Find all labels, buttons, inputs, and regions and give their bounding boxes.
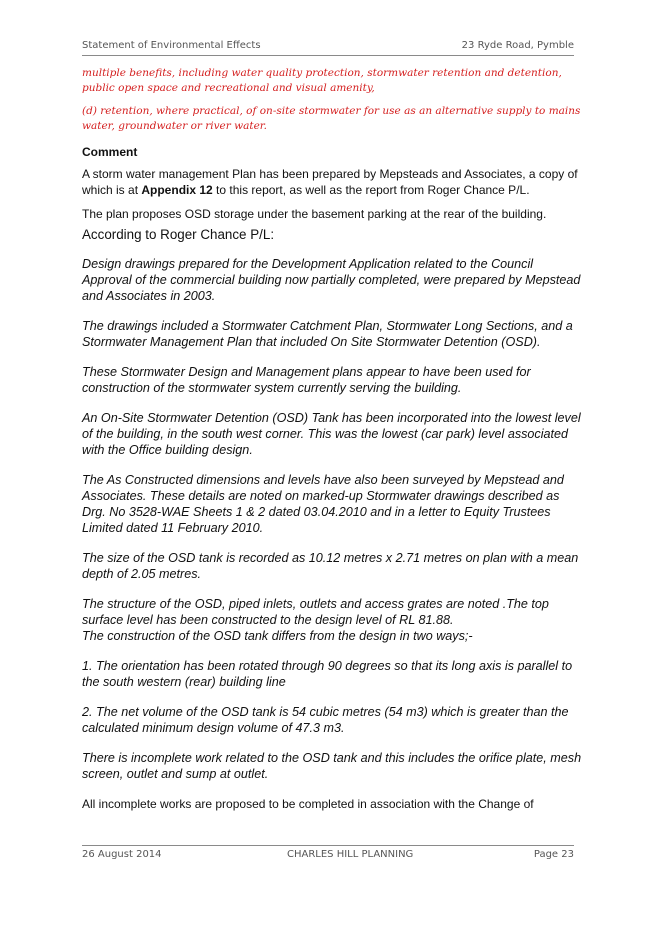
footer-date: 26 August 2014 bbox=[82, 849, 162, 860]
closing-paragraph: All incomplete works are proposed to be completed in association with the Change of bbox=[82, 797, 534, 811]
report-paragraph-3: These Stormwater Design and Management plans appear to have been used for construction of the stormwater system currently serving the building. bbox=[82, 365, 531, 395]
header-document-title: Statement of Environmental Effects bbox=[82, 40, 261, 51]
report-paragraph-4: An On-Site Stormwater Detention (OSD) Tank has been incorporated into the lowest level of the building, in the south west corner. This was the lowest (car park) level associated with the Office building design. bbox=[82, 411, 581, 457]
report-paragraph-5: The As Constructed dimensions and levels have also been surveyed by Mepstead and Associates. These details are noted on marked-up Stormwater drawings described as Drg. No 3528-WAE Sheets 1 & 2 dated 03.04.2010 and in a letter to Equity Trustees Limited dated 11 February 2010. bbox=[82, 473, 564, 535]
report-paragraph-2: The drawings included a Stormwater Catchment Plan, Stormwater Long Sections, and a Stormwater Management Plan that included On Site Stormwater Detention (OSD). bbox=[82, 319, 573, 349]
report-paragraph-10: 2. The net volume of the OSD tank is 54 cubic metres (54 m3) which is greater than the calculated minimum design volume of 47.3 m3. bbox=[82, 705, 569, 735]
footer-page-number: Page 23 bbox=[533, 849, 574, 860]
appendix-reference: Appendix 12 bbox=[141, 183, 213, 197]
report-paragraph-9: 1. The orientation has been rotated through 90 degrees so that its long axis is parallel to the south western (rear) building line bbox=[82, 659, 573, 689]
quote-paragraph-1: multiple benefits, including water quality protection, stormwater retention and detention, public open space and recreational and visual amenity, bbox=[82, 67, 562, 94]
page-footer bbox=[82, 845, 574, 862]
page-body bbox=[82, 66, 582, 820]
comment-paragraph-1 bbox=[82, 166, 582, 198]
comment-p1-text-a: A storm water management Plan has been prepared by Mepsteads and Associates, a copy of which is at bbox=[82, 167, 578, 197]
comment-paragraph-3: According to Roger Chance P/L: bbox=[82, 227, 275, 242]
report-paragraph-11: There is incomplete work related to the OSD tank and this includes the orifice plate, mesh screen, outlet and sump at outlet. bbox=[82, 751, 582, 781]
header-address: 23 Ryde Road, Pymble bbox=[461, 40, 574, 51]
page-header bbox=[82, 39, 574, 56]
report-paragraph-6: The size of the OSD tank is recorded as 10.12 metres x 2.71 metres on plan with a mean depth of 2.05 metres. bbox=[82, 551, 579, 581]
report-paragraph-8: The construction of the OSD tank differs from the design in two ways;- bbox=[82, 629, 473, 643]
report-paragraph-1: Design drawings prepared for the Development Application related to the Council Approval of the commercial building now partially completed, were prepared by Mepstead and Associates in 2003. bbox=[82, 257, 581, 303]
report-paragraph-7: The structure of the OSD, piped inlets, outlets and access grates are noted .The top surface level has been constructed to the design level of RL 81.88. bbox=[82, 597, 549, 627]
footer-firm: CHARLES HILL PLANNING bbox=[287, 849, 414, 860]
quote-paragraph-2: (d) retention, where practical, of on-site stormwater for use as an alternative supply to mains water, groundwater or river water. bbox=[82, 105, 581, 132]
comment-paragraph-2: The plan proposes OSD storage under the basement parking at the rear of the building. bbox=[82, 207, 547, 221]
comment-heading: Comment bbox=[82, 145, 138, 159]
comment-p1-text-b: to this report, as well as the report from Roger Chance P/L. bbox=[212, 183, 530, 197]
